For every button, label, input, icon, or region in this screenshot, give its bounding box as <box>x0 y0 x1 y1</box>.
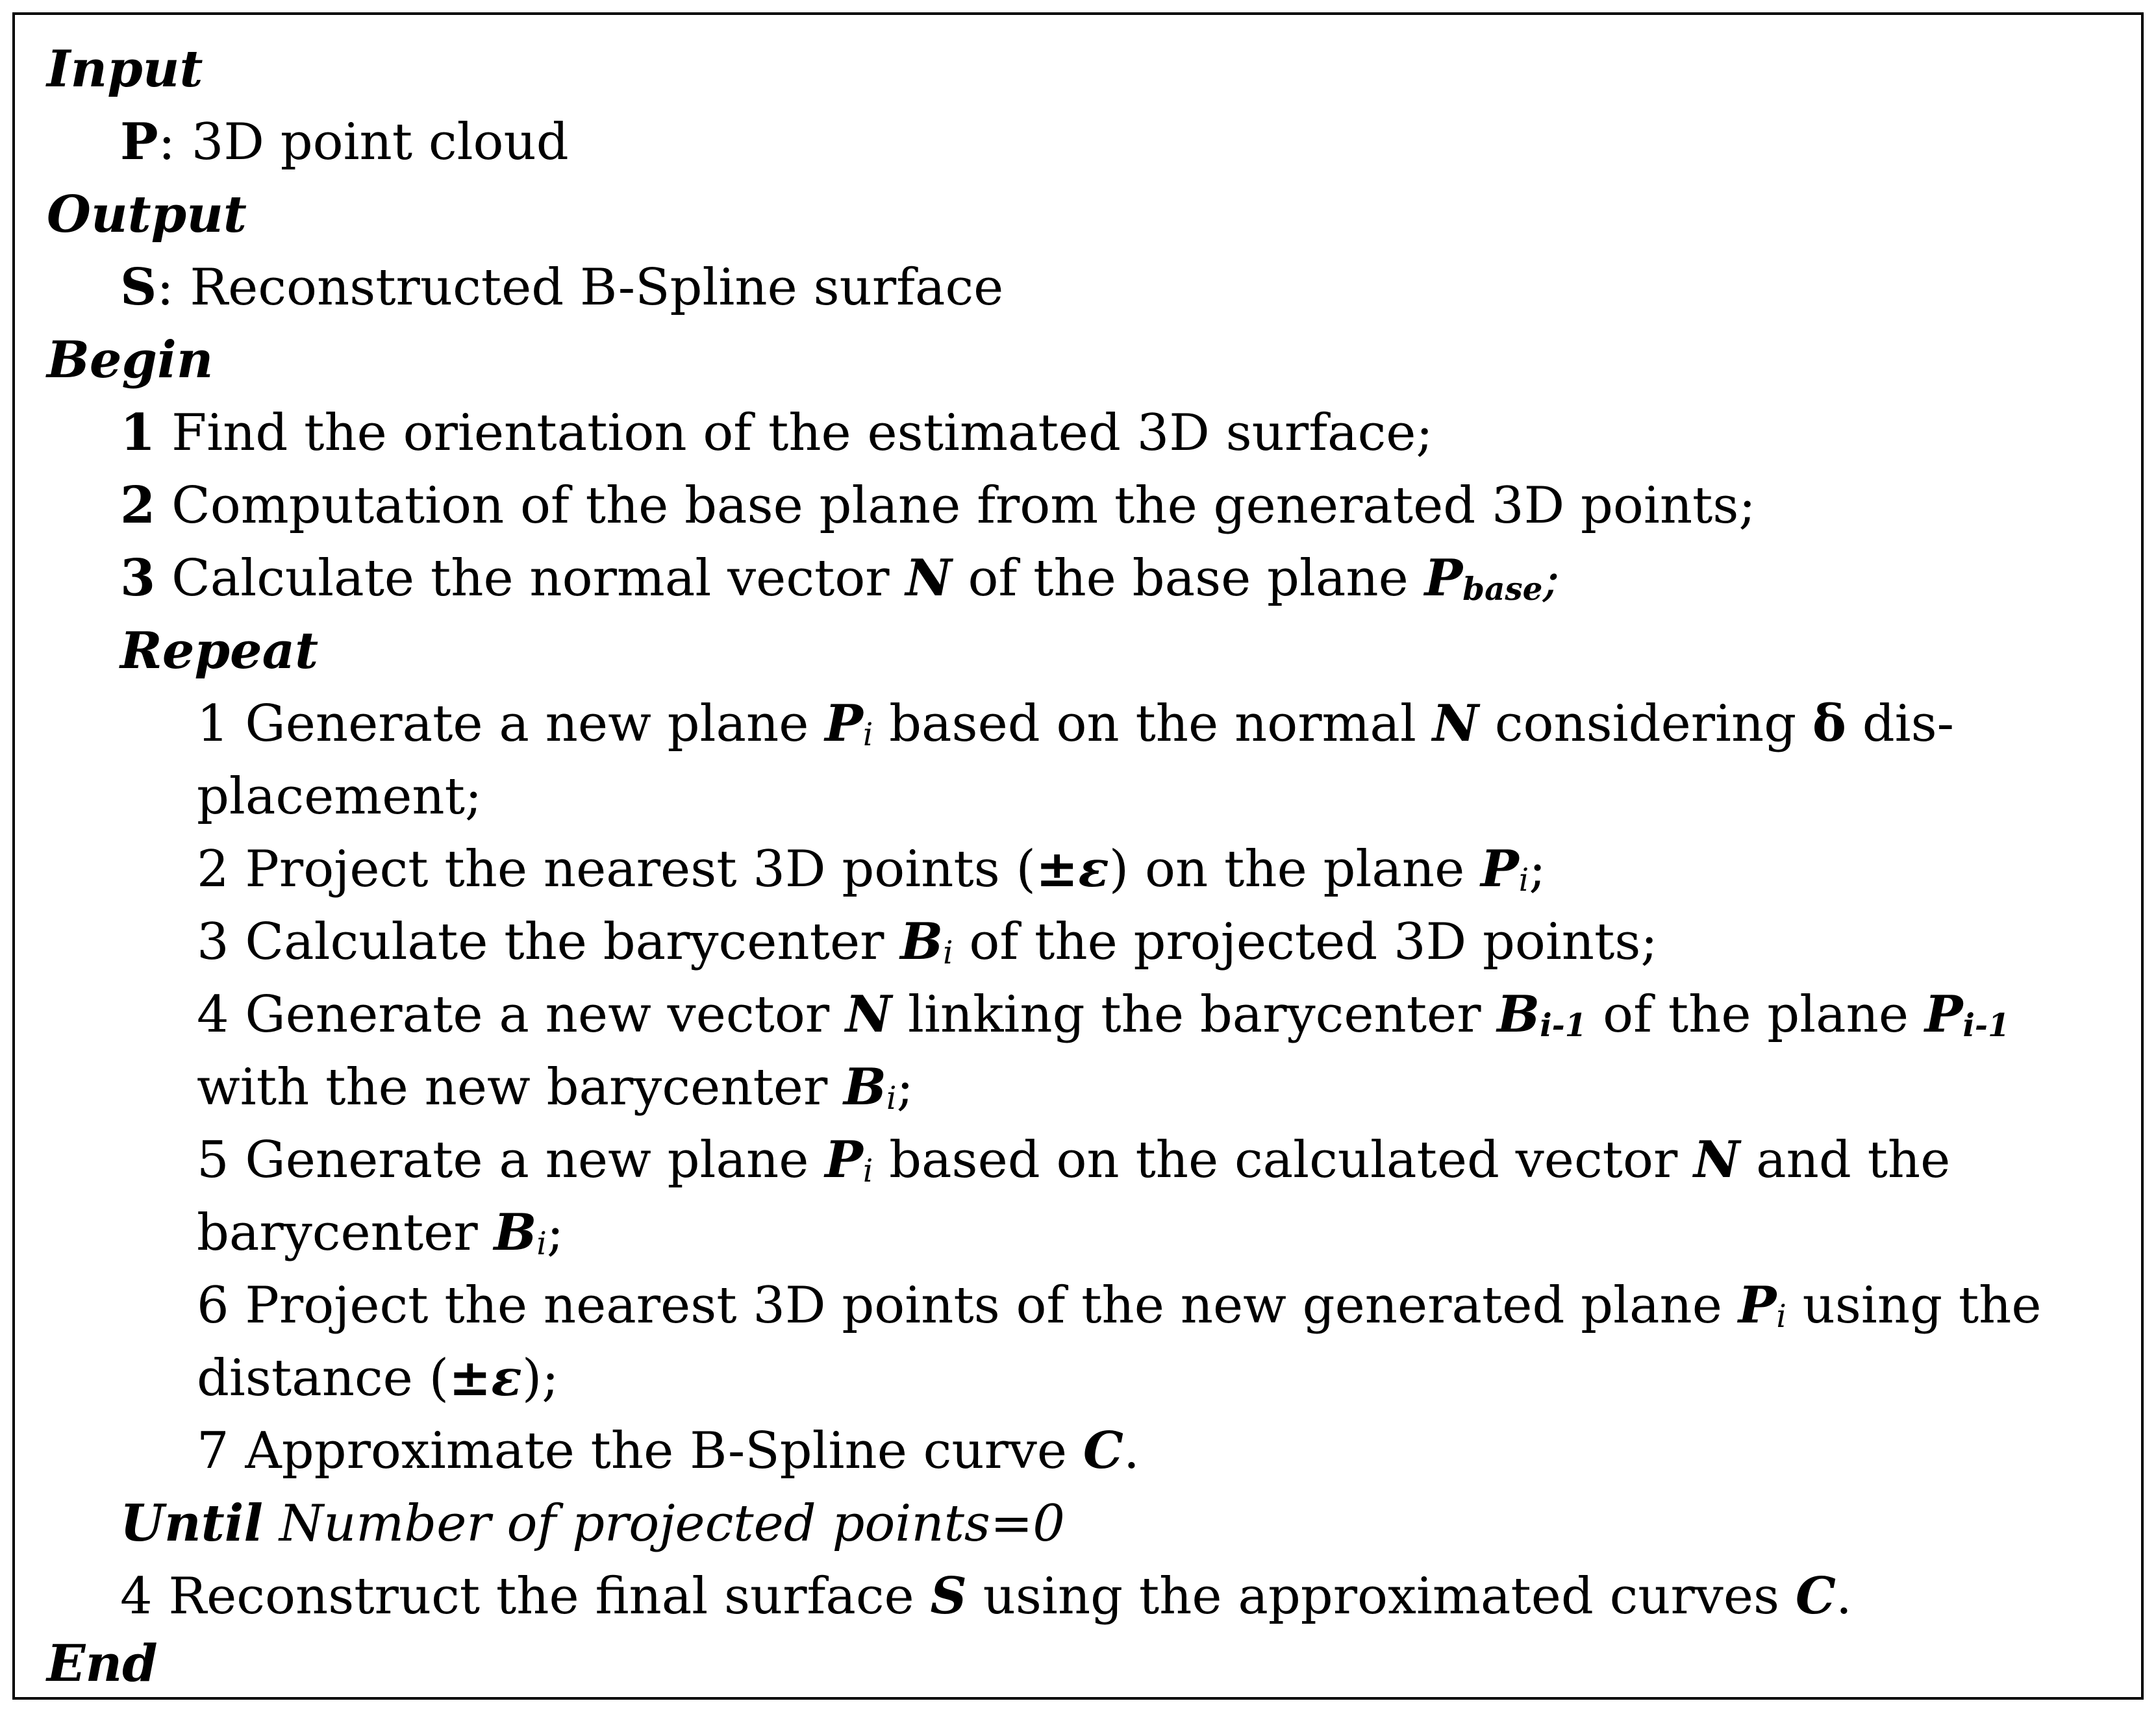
repeat-step-7-end: . <box>1123 1422 1140 1480</box>
symbol-P: P <box>1481 839 1519 899</box>
until-label: Until <box>120 1494 264 1553</box>
input-symbol: P <box>120 112 158 171</box>
repeat-step-1-continued <box>197 760 482 833</box>
repeat-step-2-text: 2 Project the nearest 3D points ( <box>197 840 1036 899</box>
until-line <box>120 1487 1065 1560</box>
repeat-heading <box>120 615 318 688</box>
repeat-step-7-text: 7 Approximate the B-Spline curve <box>197 1422 1083 1480</box>
subscript-i: i <box>886 1080 897 1117</box>
step-2-number: 2 <box>120 476 156 535</box>
repeat-step-1 <box>197 688 1954 760</box>
symbol-N: N <box>1432 694 1479 753</box>
subscript-i: i <box>1776 1298 1786 1335</box>
output-symbol: S <box>120 258 157 317</box>
step-4 <box>120 1560 1852 1633</box>
repeat-step-6-text: using the <box>1786 1276 2042 1335</box>
output-label: Output <box>47 185 247 244</box>
repeat-step-4 <box>197 978 2010 1051</box>
step-4-end: . <box>1835 1567 1852 1626</box>
symbol-N: N <box>905 549 952 608</box>
step-3-text: of the base plane <box>951 549 1425 608</box>
symbol-B: B <box>494 1203 537 1262</box>
step-2 <box>120 469 1756 542</box>
repeat-step-5-end: ; <box>546 1204 564 1262</box>
input-heading <box>47 33 203 106</box>
repeat-step-6-text: 6 Project the nearest 3D points of the new generated plane <box>197 1276 1738 1335</box>
step-3-end: ; <box>1542 549 1560 608</box>
symbol-plus-minus: ± <box>449 1348 492 1408</box>
symbol-epsilon: ε <box>1078 839 1109 899</box>
end-label: End <box>47 1634 158 1693</box>
subscript-i: i <box>862 1152 873 1189</box>
begin-heading <box>47 324 213 397</box>
repeat-step-1-text: based on the normal <box>873 695 1433 753</box>
input-separator: : <box>158 113 175 171</box>
repeat-step-5 <box>197 1124 1950 1197</box>
repeat-step-3-text: 3 Calculate the barycenter <box>197 913 901 971</box>
output-separator: : <box>157 258 174 317</box>
symbol-N: N <box>845 985 892 1044</box>
subscript-i: i <box>1518 862 1529 899</box>
subscript-base: base <box>1462 571 1543 608</box>
input-item <box>120 106 569 179</box>
repeat-step-6-text: distance ( <box>197 1349 449 1408</box>
symbol-C: C <box>1795 1567 1836 1626</box>
symbol-plus-minus: ± <box>1036 839 1079 899</box>
repeat-step-5-text: and the <box>1740 1131 1951 1189</box>
repeat-step-4-text: 4 Generate a new vector <box>197 986 846 1044</box>
repeat-step-1-text: considering <box>1478 695 1812 753</box>
repeat-step-5-continued <box>197 1197 564 1269</box>
repeat-step-4-text: with the new barycenter <box>197 1058 844 1117</box>
repeat-step-1-text: 1 Generate a new plane <box>197 695 825 753</box>
repeat-step-6-continued <box>197 1342 559 1415</box>
repeat-step-7 <box>197 1415 1140 1487</box>
symbol-delta: δ <box>1812 694 1846 753</box>
symbol-P: P <box>1924 985 1963 1044</box>
end-heading <box>47 1628 158 1700</box>
symbol-C: C <box>1083 1421 1123 1480</box>
output-item <box>120 251 1003 324</box>
repeat-step-1-text: placement; <box>197 767 483 826</box>
subscript-i: i <box>943 934 953 971</box>
repeat-step-6-end: ); <box>521 1349 559 1408</box>
repeat-step-3-text: of the projected 3D points; <box>953 913 1658 971</box>
output-heading <box>47 179 247 251</box>
until-condition: Number of projected points=0 <box>263 1495 1065 1553</box>
symbol-P: P <box>825 1130 863 1189</box>
repeat-step-4-end: ; <box>896 1058 914 1117</box>
repeat-step-1-text: dis- <box>1846 695 1955 753</box>
symbol-N: N <box>1694 1130 1740 1189</box>
input-label: Input <box>47 40 203 99</box>
repeat-step-2-end: ; <box>1529 840 1546 899</box>
output-description: Reconstructed B-Spline surface <box>173 258 1004 317</box>
step-1-text: Find the orientation of the estimated 3D surface; <box>155 404 1433 462</box>
symbol-epsilon: ε <box>491 1348 522 1408</box>
symbol-S: S <box>930 1567 967 1626</box>
begin-label: Begin <box>47 330 214 390</box>
step-3-number: 3 <box>120 549 156 608</box>
step-1 <box>120 397 1433 469</box>
symbol-P: P <box>1738 1276 1777 1335</box>
subscript-i-minus-1: i-1 <box>1540 1007 1587 1044</box>
repeat-step-5-text: based on the calculated vector <box>873 1131 1694 1189</box>
symbol-B: B <box>900 912 944 971</box>
symbol-B: B <box>1497 985 1540 1044</box>
step-3 <box>120 542 1560 615</box>
repeat-step-6 <box>197 1269 2042 1342</box>
step-2-text: Computation of the base plane from the generated 3D points; <box>155 477 1756 535</box>
repeat-step-2-text: ) on the plane <box>1109 840 1481 899</box>
repeat-label: Repeat <box>120 621 319 680</box>
step-3-text: Calculate the normal vector <box>155 549 906 608</box>
step-1-number: 1 <box>120 403 156 462</box>
repeat-step-2 <box>197 833 1546 906</box>
subscript-i: i <box>862 716 873 753</box>
repeat-step-4-text: of the plane <box>1586 986 1925 1044</box>
symbol-P: P <box>825 694 863 753</box>
subscript-i: i <box>536 1225 547 1262</box>
repeat-step-3 <box>197 906 1658 978</box>
input-description: 3D point cloud <box>175 113 569 171</box>
repeat-step-5-text: barycenter <box>197 1204 494 1262</box>
repeat-step-4-continued <box>197 1051 914 1124</box>
symbol-P: P <box>1424 549 1463 608</box>
step-4-text: 4 Reconstruct the final surface <box>120 1567 931 1626</box>
repeat-step-4-text: linking the barycenter <box>892 986 1498 1044</box>
step-4-text: using the approximated curves <box>966 1567 1796 1626</box>
subscript-i-minus-1: i-1 <box>1962 1007 2010 1044</box>
algorithm-box <box>12 12 2144 1700</box>
symbol-B: B <box>844 1058 886 1117</box>
repeat-step-5-text: 5 Generate a new plane <box>197 1131 825 1189</box>
